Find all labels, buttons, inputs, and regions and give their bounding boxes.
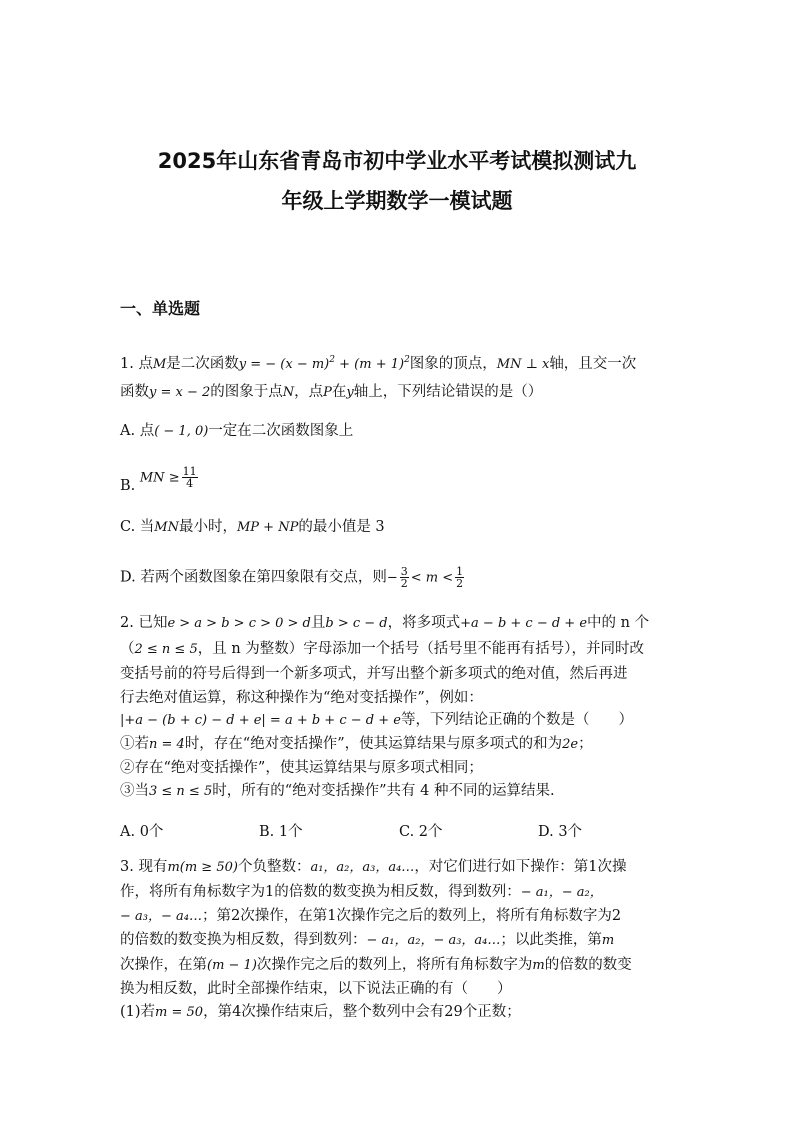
q3-text: ，第4次操作结束后，整个数列中会有29个正数； [203,1004,521,1020]
q2-text: ，且 n 为整数）字母添加一个括号（括号里不能再有括号），并同时改 [197,641,645,657]
q2-option-d: D. 3个 [538,824,583,840]
q1-option-b [120,465,680,494]
q2-math: |+a − (b + c) − d + e| = a + b + c − d + e [120,713,401,728]
q2-stem-line2 [120,639,680,660]
q2-statement-1 [120,734,680,755]
fraction-numerator: 3 [400,565,408,578]
q1-math: MP + NP [236,520,299,535]
q3-text: (1)若 [120,1004,156,1020]
q1-text: 轴上，下列结论错误的是（） [353,384,543,400]
q3-math: m = 50 [155,1005,204,1020]
q2-text: 且 [310,615,326,631]
q2-math: +a − b + c − d + e [460,616,588,631]
q2-text: （ [120,641,135,657]
q1-math: P [323,385,332,400]
q3-text: 的倍数的数变 [544,957,632,973]
q3-text: 次操作，在第 [120,957,207,973]
q2-stem-line5 [120,710,680,731]
q1-math: y [346,385,354,400]
q1-math: N [282,385,295,400]
q2-stem-line4: 行去绝对值运算，称这种操作为“绝对变括操作”，例如： [120,690,483,706]
q1-text: 是二次函数 [166,356,239,372]
q1-option-text: A. 点 [120,423,155,439]
q1-math: 2 [329,355,335,365]
q1-text: 图象的顶点， [409,356,497,372]
fraction-denominator: 2 [400,577,408,590]
q1-stem-line2 [120,382,680,403]
q1-text: 函数 [120,384,149,400]
q1-math: MN [154,520,179,535]
q3-stem-line2 [120,882,680,903]
q3-math: m(m ≥ 50) [167,860,238,875]
q3-statement-1 [120,1002,680,1023]
q2-text: ； [578,736,593,752]
q3-text: 3. 现有 [120,859,168,875]
q2-text: 2. 已知 [120,615,168,631]
fraction-denominator: 4 [186,477,194,490]
q1-option-text: 一定在二次函数图象上 [208,423,354,439]
q1-math: MN ≥ [139,470,180,486]
q2-stem-line3: 变括号前的符号后得到一个新多项式，并写出整个新多项式的绝对值，然后再进 [120,666,628,682]
exam-title-line1: 2025年山东省青岛市初中学业水平考试模拟测试九 [157,149,637,173]
q1-math: 2 [404,355,410,365]
q1-text: 1. 点 [120,356,153,372]
q1-math: − [386,570,398,586]
q2-text: 中的 n 个 [587,615,650,631]
q2-option-b: B. 1个 [259,824,303,840]
q3-text: ，对它们进行如下操作：第1次操 [414,859,627,875]
q1-option-text: C. 当 [120,519,155,535]
q3-text: 个负整数： [237,859,311,875]
q3-stem-line6: 换为相反数，此时全部操作结束，以下说法正确的有（ ） [120,981,512,997]
q1-option-text: 最小时， [178,519,237,535]
q2-text: ③当 [120,783,149,799]
q1-option-c [120,517,680,538]
q2-text: 时，存在“绝对变括操作”，使其运算结果与原多项式的和为 [184,736,563,752]
q2-stem-line1 [120,613,680,634]
q2-text: 等，下列结论正确的个数是（ ） [400,712,633,728]
q1-stem-line1 [120,350,680,375]
q1-text: 在 [331,384,347,400]
q1-fraction [182,466,198,489]
q3-math: − a₃，− a₄… [120,909,202,924]
q1-option-text: D. 若两个函数图象在第四象限有交点，则 [120,569,387,586]
q2-math: 2e [562,737,579,752]
q1-math: MN ⊥ x [496,357,550,372]
q2-math: e > a > b > c > 0 > d [167,616,311,631]
q1-option-text: 的最小值是 3 [298,519,385,535]
q1-text: ，点 [294,384,324,400]
q2-option-a: A. 0个 [120,824,164,840]
q3-stem-line1 [120,857,680,878]
q1-text: 的图象于点 [210,384,283,400]
q3-stem-line3 [120,906,680,927]
q2-text: ，将多项式 [387,615,461,631]
q2-option-c: C. 2个 [399,824,443,840]
q1-option-d [120,566,680,589]
q3-text: 的倍数的数变换为相反数，得到数列： [120,932,367,948]
q3-math: m [601,933,615,948]
q1-option-a [120,421,680,442]
q1-math: M [152,357,167,372]
q3-math: m [532,958,545,973]
q1-fraction [400,566,409,589]
q3-text: ；第2次操作，在第1次操作完之后的数列上，将所有角标数字为2 [201,908,622,924]
q1-math: y = x − 2 [149,385,211,400]
q1-math: y = − (x − m) [238,357,330,372]
q1-math: < m < [410,570,454,586]
q2-math: n = 4 [149,737,185,752]
q1-math: ( − 1, 0) [154,424,209,439]
q2-text: 时，所有的“绝对变括操作”共有 4 种不同的运算结果. [212,783,555,799]
q2-math: 2 ≤ n ≤ 5 [134,642,198,657]
q3-text: 作，将所有角标数字为1的倍数的数变换为相反数，得到数列： [120,884,521,900]
fraction-numerator: 1 [456,565,464,578]
q2-statement-2: ②存在“绝对变括操作”，使其运算结果与原多项式相同； [120,760,483,776]
q3-math: − a₁，a₂，− a₃，a₄… [366,933,501,948]
q3-text: 次操作完之后的数列上，将所有角标数字为 [256,957,533,973]
q2-text: ①若 [120,736,149,752]
q2-math: b > c − d [325,616,388,631]
q1-math: + (m + 1) [335,357,405,372]
q1-fraction [455,566,464,589]
q2-statement-3 [120,781,680,802]
q3-math: − a₁，− a₂， [520,885,603,900]
q3-stem-line5 [120,955,680,976]
q3-math: a₁，a₂，a₃，a₄… [310,860,415,875]
q1-option-text: B. [120,477,136,494]
q2-math: 3 ≤ n ≤ 5 [149,784,213,799]
q3-text: ；以此类推，第 [500,932,602,948]
section-heading-single-choice: 一、单选题 [120,299,201,318]
fraction-denominator: 2 [456,577,464,590]
fraction-numerator: 11 [182,465,197,478]
exam-title-line2: 年级上学期数学一模试题 [281,189,513,213]
q3-stem-line4 [120,930,680,951]
q1-text: 轴，且交一次 [549,356,637,372]
q3-math: (m − 1) [207,958,257,973]
